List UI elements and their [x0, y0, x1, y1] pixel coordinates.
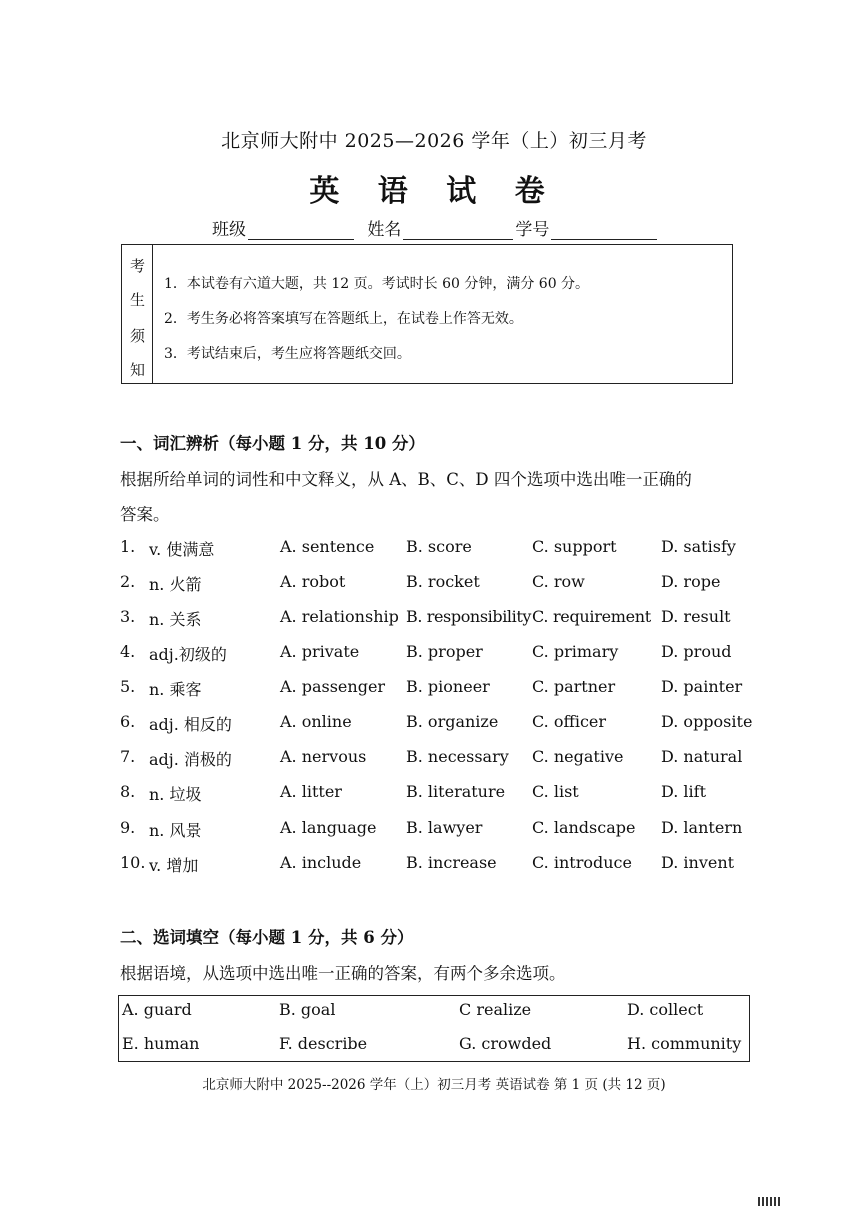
option-b[interactable]: B. necessary: [406, 747, 509, 766]
question-definition: adj. 相反的: [149, 715, 232, 734]
option-b[interactable]: B. proper: [406, 642, 483, 661]
scan-mark-icon: [758, 1197, 780, 1206]
question-number: 8.: [120, 782, 136, 801]
option-d[interactable]: D. result: [661, 607, 731, 626]
notice-label-char: 考: [129, 257, 145, 275]
option-a[interactable]: A. language: [280, 818, 377, 837]
id-label: 学号: [515, 220, 550, 240]
question-number: 4.: [120, 642, 136, 661]
word-bank-item: C realize: [459, 1000, 532, 1019]
question-row: [0, 747, 868, 773]
question-row: [0, 607, 868, 633]
question-row: [0, 782, 868, 808]
option-c[interactable]: C. support: [532, 537, 617, 556]
question-row: [0, 537, 868, 563]
option-b[interactable]: B. organize: [406, 712, 499, 731]
option-b[interactable]: B. increase: [406, 853, 497, 872]
option-a[interactable]: A. online: [280, 712, 352, 731]
question-row: [0, 572, 868, 598]
candidate-notice-box: [121, 244, 733, 384]
question-definition: v. 使满意: [149, 540, 215, 559]
option-d[interactable]: D. rope: [661, 572, 721, 591]
section1-instruction: 根据所给单词的词性和中文释义，从 A、B、C、D 四个选项中选出唯一正确的: [120, 470, 692, 489]
question-definition: n. 乘客: [149, 680, 202, 699]
section2-instruction: 根据语境，从选项中选出唯一正确的答案，有两个多余选项。: [120, 964, 566, 983]
word-bank-item: E. human: [122, 1034, 200, 1053]
question-row: [0, 818, 868, 844]
notice-label-char: 知: [129, 361, 145, 379]
option-d[interactable]: D. painter: [661, 677, 743, 696]
option-a[interactable]: A. passenger: [280, 677, 386, 696]
option-c[interactable]: C. list: [532, 782, 579, 801]
notice-label-char: 生: [129, 291, 145, 309]
option-a[interactable]: A. nervous: [280, 747, 367, 766]
class-label: 班级: [212, 220, 246, 240]
option-b[interactable]: B. rocket: [406, 572, 480, 591]
option-d[interactable]: D. natural: [661, 747, 743, 766]
name-label: 姓名: [367, 220, 402, 240]
question-number: 3.: [120, 607, 136, 626]
option-c[interactable]: C. primary: [532, 642, 619, 661]
word-bank-item: A. guard: [122, 1000, 192, 1019]
notice-item-2: 2．考生务必将答案填写在答题纸上，在试卷上作答无效。: [164, 311, 523, 327]
exam-subtitle: 英 语 试 卷: [309, 174, 559, 209]
question-definition: n. 火箭: [149, 575, 202, 594]
question-number: 5.: [120, 677, 136, 696]
notice-item-3: 3．考试结束后，考生应将答题纸交回。: [164, 346, 411, 362]
word-bank-item: B. goal: [279, 1000, 336, 1019]
question-number: 6.: [120, 712, 136, 731]
word-bank-item: G. crowded: [459, 1034, 552, 1053]
page-footer: 北京师大附中 2025--2026 学年（上）初三月考 英语试卷 第 1 页 (共 12 页): [202, 1077, 666, 1093]
class-blank[interactable]: [248, 221, 354, 240]
option-a[interactable]: A. private: [280, 642, 360, 661]
question-number: 9.: [120, 818, 136, 837]
option-a[interactable]: A. sentence: [280, 537, 375, 556]
question-number: 1.: [120, 537, 136, 556]
option-d[interactable]: D. invent: [661, 853, 735, 872]
question-definition: adj. 消极的: [149, 750, 232, 769]
option-b[interactable]: B. literature: [406, 782, 506, 801]
option-c[interactable]: C. introduce: [532, 853, 632, 872]
section1-heading: 一、词汇辨析（每小题 1 分，共 10 分）: [120, 434, 425, 453]
question-definition: v. 增加: [149, 856, 199, 875]
question-definition: n. 垃圾: [149, 785, 202, 804]
option-c[interactable]: C. partner: [532, 677, 616, 696]
id-blank[interactable]: [551, 221, 657, 240]
option-d[interactable]: D. satisfy: [661, 537, 736, 556]
notice-label-column: [122, 245, 153, 383]
option-d[interactable]: D. proud: [661, 642, 732, 661]
option-b[interactable]: B. score: [406, 537, 472, 556]
word-bank-item: H. community: [627, 1034, 742, 1053]
option-d[interactable]: D. lift: [661, 782, 707, 801]
question-number: 2.: [120, 572, 136, 591]
option-d[interactable]: D. opposite: [661, 712, 753, 731]
option-b[interactable]: B. responsibility: [406, 607, 532, 626]
question-row: [0, 853, 868, 879]
question-definition: n. 关系: [149, 610, 202, 629]
option-c[interactable]: C. row: [532, 572, 585, 591]
option-a[interactable]: A. include: [280, 853, 362, 872]
question-row: [0, 712, 868, 738]
option-b[interactable]: B. pioneer: [406, 677, 490, 696]
option-a[interactable]: A. litter: [280, 782, 342, 801]
student-info-line: [212, 215, 659, 240]
exam-title: 北京师大附中 2025—2026 学年（上）初三月考: [221, 130, 647, 152]
notice-label-char: 须: [129, 327, 145, 345]
question-number: 7.: [120, 747, 136, 766]
question-row: [0, 642, 868, 668]
option-c[interactable]: C. negative: [532, 747, 624, 766]
option-d[interactable]: D. lantern: [661, 818, 743, 837]
notice-item-1: 1．本试卷有六道大题，共 12 页。考试时长 60 分钟，满分 60 分。: [164, 276, 590, 292]
question-definition: n. 风景: [149, 821, 202, 840]
question-definition: adj.初级的: [149, 645, 227, 664]
word-bank-item: F. describe: [279, 1034, 368, 1053]
section2-heading: 二、选词填空（每小题 1 分，共 6 分）: [120, 928, 414, 947]
question-row: [0, 677, 868, 703]
option-c[interactable]: C. requirement: [532, 607, 651, 626]
section1-instruction-cont: 答案。: [120, 505, 170, 524]
option-a[interactable]: A. robot: [280, 572, 346, 591]
question-number: 10.: [120, 853, 146, 872]
name-blank[interactable]: [403, 221, 513, 240]
option-b[interactable]: B. lawyer: [406, 818, 483, 837]
option-c[interactable]: C. landscape: [532, 818, 636, 837]
option-a[interactable]: A. relationship: [280, 607, 399, 626]
option-c[interactable]: C. officer: [532, 712, 607, 731]
word-bank-box: [118, 995, 750, 1062]
word-bank-item: D. collect: [627, 1000, 704, 1019]
